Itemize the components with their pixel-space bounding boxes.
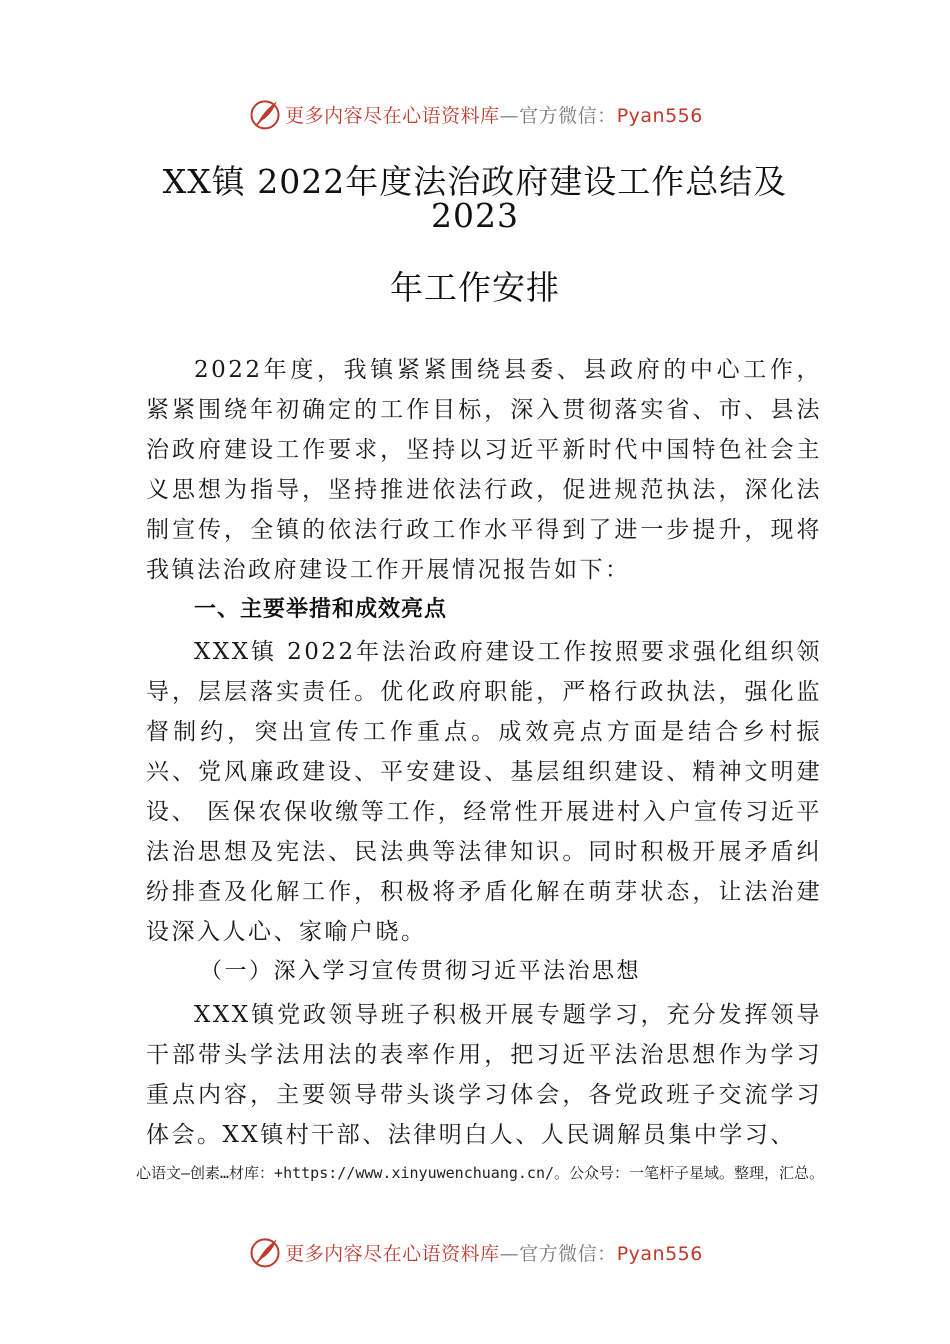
wechat-account: Pyan556 (616, 104, 703, 127)
banner-separator: — (499, 1242, 520, 1265)
banner-text (285, 1239, 703, 1266)
banner-separator: — (499, 104, 520, 127)
document-title-line-1: XX镇 2022年度法治政府建设工作总结及 (162, 162, 788, 201)
intro-paragraph: 2022年度，我镇紧紧围绕县委、县政府的中心工作，紧紧围绕年初确定的工作目标，深入贯彻落实省、市、县法治政府建设工作要求，坚持以习近平新时代中国特色社会主义思想为指导，坚持推进依法行政，促进规范执法，深化法制宣传，全镇的依法行政工作水平得到了进一步提升，现将我镇法治政府建设工作开展情况报告如下： (146, 357, 822, 583)
quill-logo-icon (247, 96, 283, 132)
section-heading-1: 一、主要举措和成效亮点 (194, 597, 448, 622)
header-banner (0, 94, 950, 134)
wechat-label: 官方微信： (519, 104, 617, 127)
footer-banner (0, 1232, 950, 1272)
document-title-line-3: 年工作安排 (390, 268, 560, 307)
banner-main-text: 更多内容尽在心语资料库 (285, 1242, 500, 1265)
footer-note: 心语文—创素…材库：+https://www.xinyuwenchuang.cn/。公众号：一笔杆子星域。整理，汇总。 (136, 1164, 825, 1182)
wechat-label: 官方微信： (519, 1242, 617, 1265)
subsection-heading-1: （一）深入学习宣传贯彻习近平法治思想 (200, 959, 642, 984)
banner-main-text: 更多内容尽在心语资料库 (285, 104, 500, 127)
wechat-account: Pyan556 (616, 1242, 703, 1265)
section-1-paragraph: XXX镇 2022年法治政府建设工作按照要求强化组织领导，层层落实责任。优化政府职能，严格行政执法，强化监督制约，突出宣传工作重点。成效亮点方面是结合乡村振兴、党风廉政建设、平安建设、基层组织建设、精神文明建设、 医保农保收缴等工作，经常性开展进村入户宣传习近平法治思想及宪法、民法典等法律知识。同时积极开展矛盾纠纷排查及化解工作，积极将矛盾化解在萌芽状态，让法治建设深入人心、家喻户晓。 (146, 639, 822, 945)
banner-text (285, 101, 703, 128)
subsection-1-paragraph: XXX镇党政领导班子积极开展专题学习，充分发挥领导干部带头学法用法的表率作用，把习近平法治思想作为学习重点内容，主要领导带头谈学习体会，各党政班子交流学习体会。XX镇村干部、法律明白人、人民调解员集中学习、 (146, 1002, 822, 1148)
document-title-line-2: 2023 (431, 196, 519, 235)
quill-logo-icon (247, 1234, 283, 1270)
